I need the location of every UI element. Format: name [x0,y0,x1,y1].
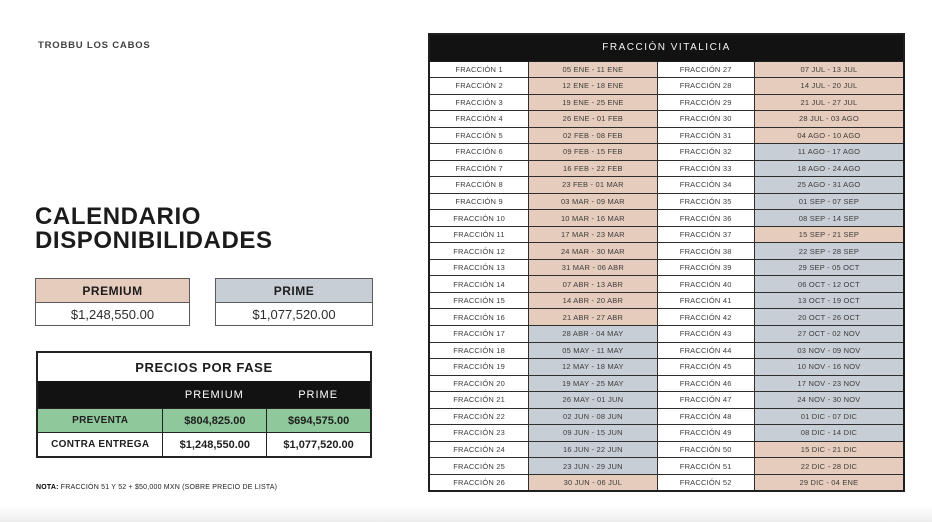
preventa-premium-price: $804,825.00 [162,408,266,432]
footnote-text: FRACCIÓN 51 Y 52 + $50,000 MXN (SOBRE PRECIO DE LISTA) [58,484,278,491]
fraction-label-cell: FRACCIÓN 21 [429,392,529,409]
fraction-dates-cell: 21 JUL - 27 JUL [754,94,904,111]
fraction-dates-cell: 16 JUN - 22 JUN [529,441,657,458]
fraction-label-cell: FRACCIÓN 2 [429,78,529,95]
footnote-label: NOTA: [36,484,59,491]
fraction-label-cell: FRACCIÓN 6 [429,144,529,161]
fraction-dates-cell: 03 NOV - 09 NOV [754,342,904,359]
phase-header-prime: PRIME [298,388,339,401]
fraction-label-cell: FRACCIÓN 32 [657,144,754,161]
table-row [429,474,904,491]
fraction-label-cell: FRACCIÓN 50 [657,441,754,458]
fraction-label-cell: FRACCIÓN 52 [657,474,754,491]
contra-entrega-prime-price: $1,077,520.00 [266,432,370,456]
table-row [429,259,904,276]
preventa-label: PREVENTA [38,408,162,432]
fraction-dates-cell: 14 ABR - 20 ABR [529,292,657,309]
fraction-label-cell: FRACCIÓN 17 [429,326,529,343]
fraction-label-cell: FRACCIÓN 23 [429,425,529,442]
table-row [429,193,904,210]
table-row [429,111,904,128]
fraction-table-body [429,61,904,491]
fraction-label-cell: FRACCIÓN 46 [657,375,754,392]
table-row [429,441,904,458]
fraction-label-cell: FRACCIÓN 41 [657,292,754,309]
table-row [429,392,904,409]
fraction-label-cell: FRACCIÓN 45 [657,359,754,376]
fraction-dates-cell: 25 AGO - 31 AGO [754,177,904,194]
window-bottom-strip [0,506,932,522]
fraction-dates-cell: 05 MAY - 11 MAY [529,342,657,359]
fraction-label-cell: FRACCIÓN 34 [657,177,754,194]
fraction-vitalicia-table [428,33,905,492]
fraction-dates-cell: 03 MAR - 09 MAR [529,193,657,210]
fraction-dates-cell: 17 NOV - 23 NOV [754,375,904,392]
fraction-dates-cell: 23 FEB - 01 MAR [529,177,657,194]
contra-entrega-label: CONTRA ENTREGA [38,432,162,456]
prime-price-value: $1,077,520.00 [215,303,373,326]
table-row [429,226,904,243]
fraction-label-cell: FRACCIÓN 27 [657,61,754,78]
table-row [429,160,904,177]
fraction-label-cell: FRACCIÓN 36 [657,210,754,227]
fraction-dates-cell: 27 OCT - 02 NOV [754,326,904,343]
fraction-dates-cell: 22 DIC - 28 DIC [754,458,904,475]
fraction-dates-cell: 06 OCT - 12 OCT [754,276,904,293]
fraction-dates-cell: 30 JUN - 06 JUL [529,474,657,491]
fraction-label-cell: FRACCIÓN 5 [429,127,529,144]
fraction-dates-cell: 09 FEB - 15 FEB [529,144,657,161]
fraction-label-cell: FRACCIÓN 22 [429,408,529,425]
fraction-dates-cell: 16 FEB - 22 FEB [529,160,657,177]
fraction-dates-cell: 13 OCT - 19 OCT [754,292,904,309]
fraction-label-cell: FRACCIÓN 15 [429,292,529,309]
fraction-dates-cell: 01 SEP - 07 SEP [754,193,904,210]
phase-header-premium: PREMIUM [184,388,244,401]
fraction-dates-cell: 02 FEB - 08 FEB [529,127,657,144]
fraction-dates-cell: 18 AGO - 24 AGO [754,160,904,177]
footnote [36,484,277,491]
fraction-label-cell: FRACCIÓN 7 [429,160,529,177]
fraction-label-cell: FRACCIÓN 40 [657,276,754,293]
preventa-prime-price: $694,575.00 [266,408,370,432]
fraction-dates-cell: 21 ABR - 27 ABR [529,309,657,326]
fraction-label-cell: FRACCIÓN 28 [657,78,754,95]
fraction-dates-cell: 29 SEP - 05 OCT [754,259,904,276]
fraction-label-cell: FRACCIÓN 42 [657,309,754,326]
fraction-dates-cell: 28 JUL - 03 AGO [754,111,904,128]
fraction-label-cell: FRACCIÓN 29 [657,94,754,111]
fraction-label-cell: FRACCIÓN 19 [429,359,529,376]
table-row [429,177,904,194]
phase-price-table [36,351,372,458]
fraction-label-cell: FRACCIÓN 37 [657,226,754,243]
fraction-label-cell: FRACCIÓN 10 [429,210,529,227]
brand-name: TROBBU LOS CABOS [38,40,151,51]
fraction-dates-cell: 24 MAR - 30 MAR [529,243,657,260]
fraction-label-cell: FRACCIÓN 33 [657,160,754,177]
phase-table-header-row [38,381,370,408]
fraction-label-cell: FRACCIÓN 31 [657,127,754,144]
table-row [429,425,904,442]
fraction-dates-cell: 26 MAY - 01 JUN [529,392,657,409]
table-row [429,243,904,260]
fraction-label-cell: FRACCIÓN 44 [657,342,754,359]
table-row [429,326,904,343]
table-row [429,276,904,293]
table-row-preventa [38,408,370,432]
fraction-label-cell: FRACCIÓN 20 [429,375,529,392]
fraction-label-cell: FRACCIÓN 9 [429,193,529,210]
fraction-label-cell: FRACCIÓN 1 [429,61,529,78]
fraction-dates-cell: 08 DIC - 14 DIC [754,425,904,442]
phase-table-title: PRECIOS POR FASE [38,353,370,381]
table-row [429,458,904,475]
table-row-contra-entrega [38,432,370,456]
fraction-label-cell: FRACCIÓN 13 [429,259,529,276]
fraction-dates-cell: 23 JUN - 29 JUN [529,458,657,475]
fraction-label-cell: FRACCIÓN 38 [657,243,754,260]
fraction-dates-cell: 28 ABR - 04 MAY [529,326,657,343]
fraction-label-cell: FRACCIÓN 18 [429,342,529,359]
fraction-label-cell: FRACCIÓN 30 [657,111,754,128]
table-row [429,61,904,78]
fraction-dates-cell: 12 MAY - 18 MAY [529,359,657,376]
page-title-line2: DISPONIBILIDADES [35,227,273,254]
fraction-label-cell: FRACCIÓN 35 [657,193,754,210]
fraction-dates-cell: 11 AGO - 17 AGO [754,144,904,161]
fraction-label-cell: FRACCIÓN 43 [657,326,754,343]
fraction-dates-cell: 29 DIC - 04 ENE [754,474,904,491]
premium-price-header: PREMIUM [35,278,190,303]
fraction-dates-cell: 08 SEP - 14 SEP [754,210,904,227]
table-row [429,144,904,161]
fraction-label-cell: FRACCIÓN 39 [657,259,754,276]
fraction-dates-cell: 17 MAR - 23 MAR [529,226,657,243]
prime-price-box [215,278,373,326]
fraction-label-cell: FRACCIÓN 14 [429,276,529,293]
fraction-table-title: FRACCIÓN VITALICIA [429,34,904,61]
table-row [429,292,904,309]
fraction-label-cell: FRACCIÓN 11 [429,226,529,243]
fraction-dates-cell: 10 NOV - 16 NOV [754,359,904,376]
fraction-dates-cell: 26 ENE - 01 FEB [529,111,657,128]
table-row [429,309,904,326]
fraction-label-cell: FRACCIÓN 51 [657,458,754,475]
table-row [429,210,904,227]
fraction-dates-cell: 10 MAR - 16 MAR [529,210,657,227]
fraction-dates-cell: 02 JUN - 08 JUN [529,408,657,425]
contra-entrega-premium-price: $1,248,550.00 [162,432,266,456]
fraction-label-cell: FRACCIÓN 4 [429,111,529,128]
table-row [429,94,904,111]
fraction-label-cell: FRACCIÓN 3 [429,94,529,111]
fraction-dates-cell: 15 SEP - 21 SEP [754,226,904,243]
fraction-table-header-row [429,34,904,61]
fraction-label-cell: FRACCIÓN 16 [429,309,529,326]
page-title-line1: CALENDARIO [35,203,201,230]
fraction-dates-cell: 12 ENE - 18 ENE [529,78,657,95]
fraction-dates-cell: 31 MAR - 06 ABR [529,259,657,276]
fraction-dates-cell: 05 ENE - 11 ENE [529,61,657,78]
fraction-dates-cell: 19 ENE - 25 ENE [529,94,657,111]
fraction-label-cell: FRACCIÓN 24 [429,441,529,458]
fraction-label-cell: FRACCIÓN 8 [429,177,529,194]
premium-price-box [35,278,190,326]
table-row [429,375,904,392]
table-row [429,342,904,359]
fraction-dates-cell: 07 JUL - 13 JUL [754,61,904,78]
fraction-dates-cell: 24 NOV - 30 NOV [754,392,904,409]
phase-header-empty-cell [38,381,163,408]
fraction-label-cell: FRACCIÓN 49 [657,425,754,442]
fraction-dates-cell: 20 OCT - 26 OCT [754,309,904,326]
fraction-dates-cell: 19 MAY - 25 MAY [529,375,657,392]
fraction-dates-cell: 01 DIC - 07 DIC [754,408,904,425]
fraction-label-cell: FRACCIÓN 25 [429,458,529,475]
page-title [35,205,273,253]
prime-price-header: PRIME [215,278,373,303]
fraction-dates-cell: 22 SEP - 28 SEP [754,243,904,260]
fraction-dates-cell: 04 AGO - 10 AGO [754,127,904,144]
fraction-dates-cell: 15 DIC - 21 DIC [754,441,904,458]
fraction-dates-cell: 09 JUN - 15 JUN [529,425,657,442]
table-row [429,359,904,376]
fraction-label-cell: FRACCIÓN 12 [429,243,529,260]
table-row [429,408,904,425]
fraction-label-cell: FRACCIÓN 26 [429,474,529,491]
fraction-label-cell: FRACCIÓN 47 [657,392,754,409]
table-row [429,127,904,144]
fraction-dates-cell: 14 JUL - 20 JUL [754,78,904,95]
premium-price-value: $1,248,550.00 [35,303,190,326]
fraction-label-cell: FRACCIÓN 48 [657,408,754,425]
table-row [429,78,904,95]
fraction-dates-cell: 07 ABR - 13 ABR [529,276,657,293]
